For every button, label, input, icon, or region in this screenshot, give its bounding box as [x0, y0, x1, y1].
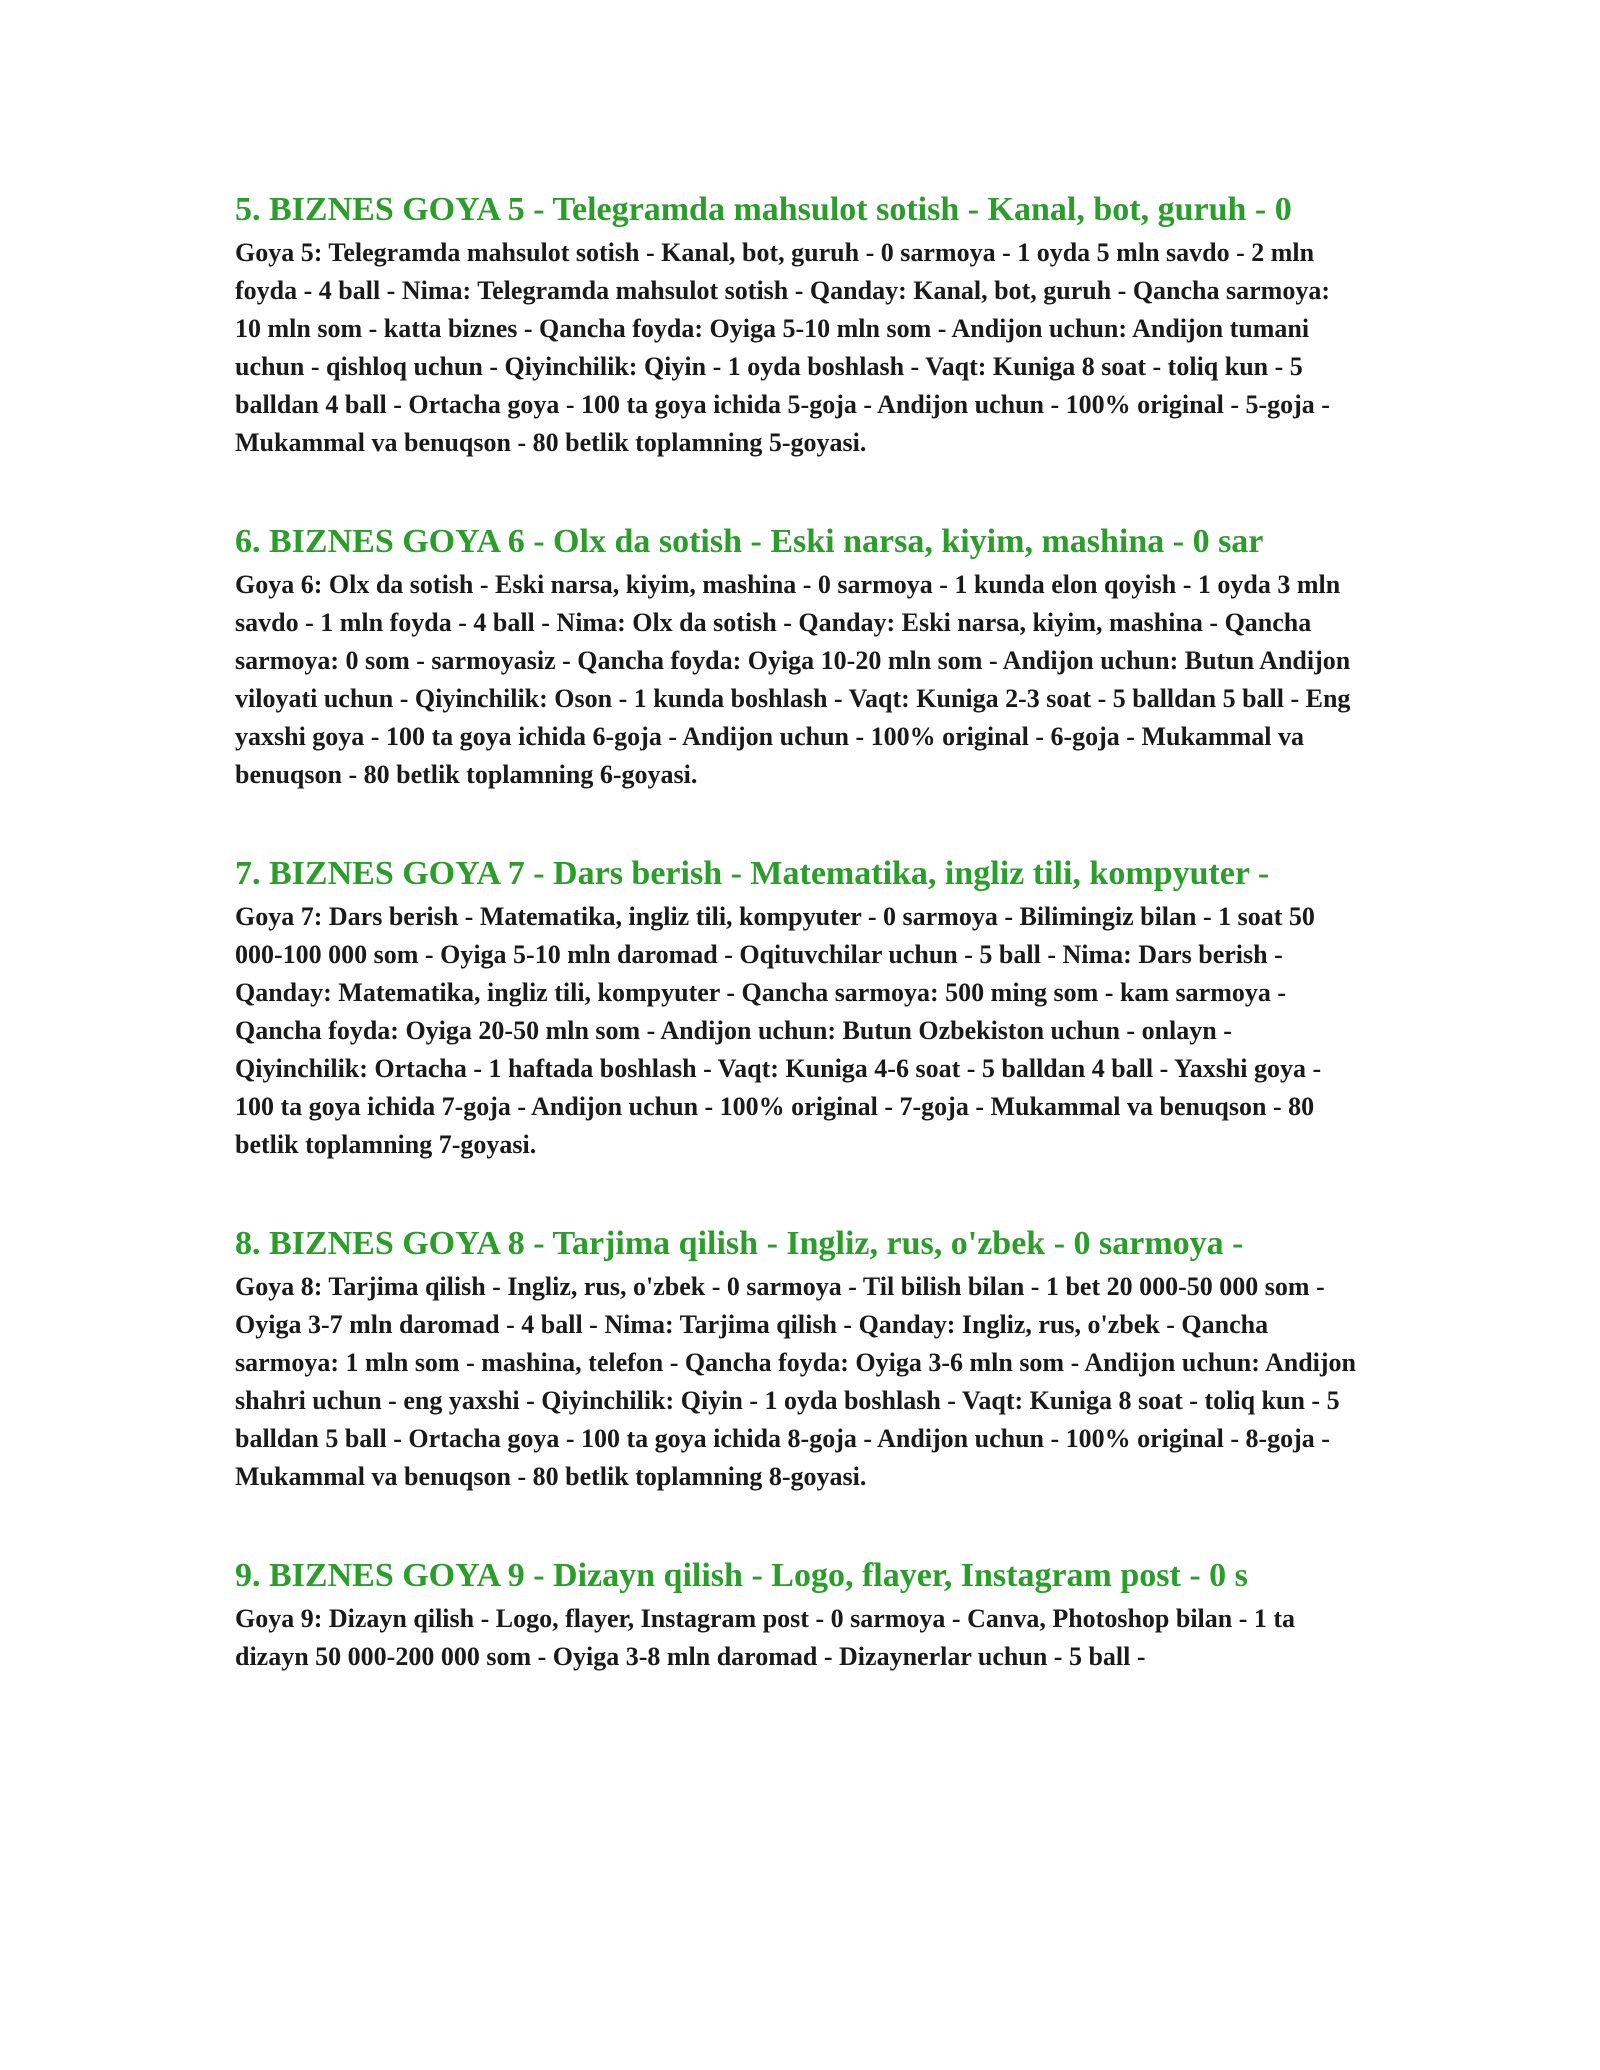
document-page: [235, 186, 1360, 1676]
idea-section-8: [235, 1220, 1360, 1496]
idea-section-7: [235, 850, 1360, 1164]
section-body: Goya 9: Dizayn qilish - Logo, flayer, Instagram post - 0 sarmoya - Canva, Photoshop bilan - 1 ta dizayn 50 000-200 000 som - Oyiga 3-8 mln daromad - Dizaynerlar uchun - 5 ball -: [235, 1604, 1296, 1671]
section-heading: 6. BIZNES GOYA 6 - Olx da sotish - Eski narsa, kiyim, mashina - 0 sar: [235, 523, 1264, 560]
section-heading: 5. BIZNES GOYA 5 - Telegramda mahsulot sotish - Kanal, bot, guruh - 0: [235, 191, 1292, 228]
section-body: Goya 8: Tarjima qilish - Ingliz, rus, o'zbek - 0 sarmoya - Til bilish bilan - 1 bet 20 000-50 000 som - Oyiga 3-7 mln daromad - 4 ball - Nima: Tarjima qilish - Qanday: Ingliz, rus, o'zbek - Qancha sarmoya: 1 mln som - mashina, telefon - Qancha foyda: Oyiga 3-6 mln som - Andijon uchun: Andijon shahri uchun - eng yaxshi - Qiyinchilik: Qiyin - 1 oyda boshlash - Vaqt: Kuniga 8 soat - toliq kun - 5 balldan 5 ball - Ortacha goya - 100 ta goya ichida 8-goja - Andijon uchun - 100% original - 8-goja - Mukammal va benuqson - 80 betlik toplamning 8-goyasi.: [235, 1272, 1356, 1491]
section-heading: 9. BIZNES GOYA 9 - Dizayn qilish - Logo, flayer, Instagram post - 0 s: [235, 1557, 1248, 1594]
section-body: Goya 5: Telegramda mahsulot sotish - Kanal, bot, guruh - 0 sarmoya - 1 oyda 5 mln savdo - 2 mln foyda - 4 ball - Nima: Telegramda mahsulot sotish - Qanday: Kanal, bot, guruh - Qancha sarmoya: 10 mln som - katta biznes - Qancha foyda: Oyiga 5-10 mln som - Andijon uchun: Andijon tumani uchun - qishloq uchun - Qiyinchilik: Qiyin - 1 oyda boshlash - Vaqt: Kuniga 8 soat - toliq kun - 5 balldan 4 ball - Ortacha goya - 100 ta goya ichida 5-goja - Andijon uchun - 100% original - 5-goja - Mukammal va benuqson - 80 betlik toplamning 5-goyasi.: [235, 238, 1330, 457]
section-heading: 7. BIZNES GOYA 7 - Dars berish - Matematika, ingliz tili, kompyuter -: [235, 855, 1270, 892]
section-body: Goya 6: Olx da sotish - Eski narsa, kiyim, mashina - 0 sarmoya - 1 kunda elon qoyish - 1 oyda 3 mln savdo - 1 mln foyda - 4 ball - Nima: Olx da sotish - Qanday: Eski narsa, kiyim, mashina - Qancha sarmoya: 0 som - sarmoyasiz - Qancha foyda: Oyiga 10-20 mln som - Andijon uchun: Butun Andijon viloyati uchun - Qiyinchilik: Oson - 1 kunda boshlash - Vaqt: Kuniga 2-3 soat - 5 balldan 5 ball - Eng yaxshi goya - 100 ta goya ichida 6-goja - Andijon uchun - 100% original - 6-goja - Mukammal va benuqson - 80 betlik toplamning 6-goyasi.: [235, 570, 1351, 789]
section-spacer: [235, 1496, 1360, 1552]
idea-section-6: [235, 518, 1360, 794]
section-body: Goya 7: Dars berish - Matematika, ingliz tili, kompyuter - 0 sarmoya - Bilimingiz bilan - 1 soat 50 000-100 000 som - Oyiga 5-10 mln daromad - Oqituvchilar uchun - 5 ball - Nima: Dars berish - Qanday: Matematika, ingliz tili, kompyuter - Qancha sarmoya: 500 ming som - kam sarmoya - Qancha foyda: Oyiga 20-50 mln som - Andijon uchun: Butun Ozbekiston uchun - onlayn - Qiyinchilik: Ortacha - 1 haftada boshlash - Vaqt: Kuniga 4-6 soat - 5 balldan 4 ball - Yaxshi goya - 100 ta goya ichida 7-goja - Andijon uchun - 100% original - 7-goja - Mukammal va benuqson - 80 betlik toplamning 7-goyasi.: [235, 902, 1322, 1159]
idea-section-9: [235, 1552, 1360, 1676]
idea-section-5: [235, 186, 1360, 462]
section-spacer: [235, 794, 1360, 850]
section-heading: 8. BIZNES GOYA 8 - Tarjima qilish - Ingliz, rus, o'zbek - 0 sarmoya -: [235, 1225, 1244, 1262]
section-spacer: [235, 462, 1360, 518]
section-spacer: [235, 1164, 1360, 1220]
